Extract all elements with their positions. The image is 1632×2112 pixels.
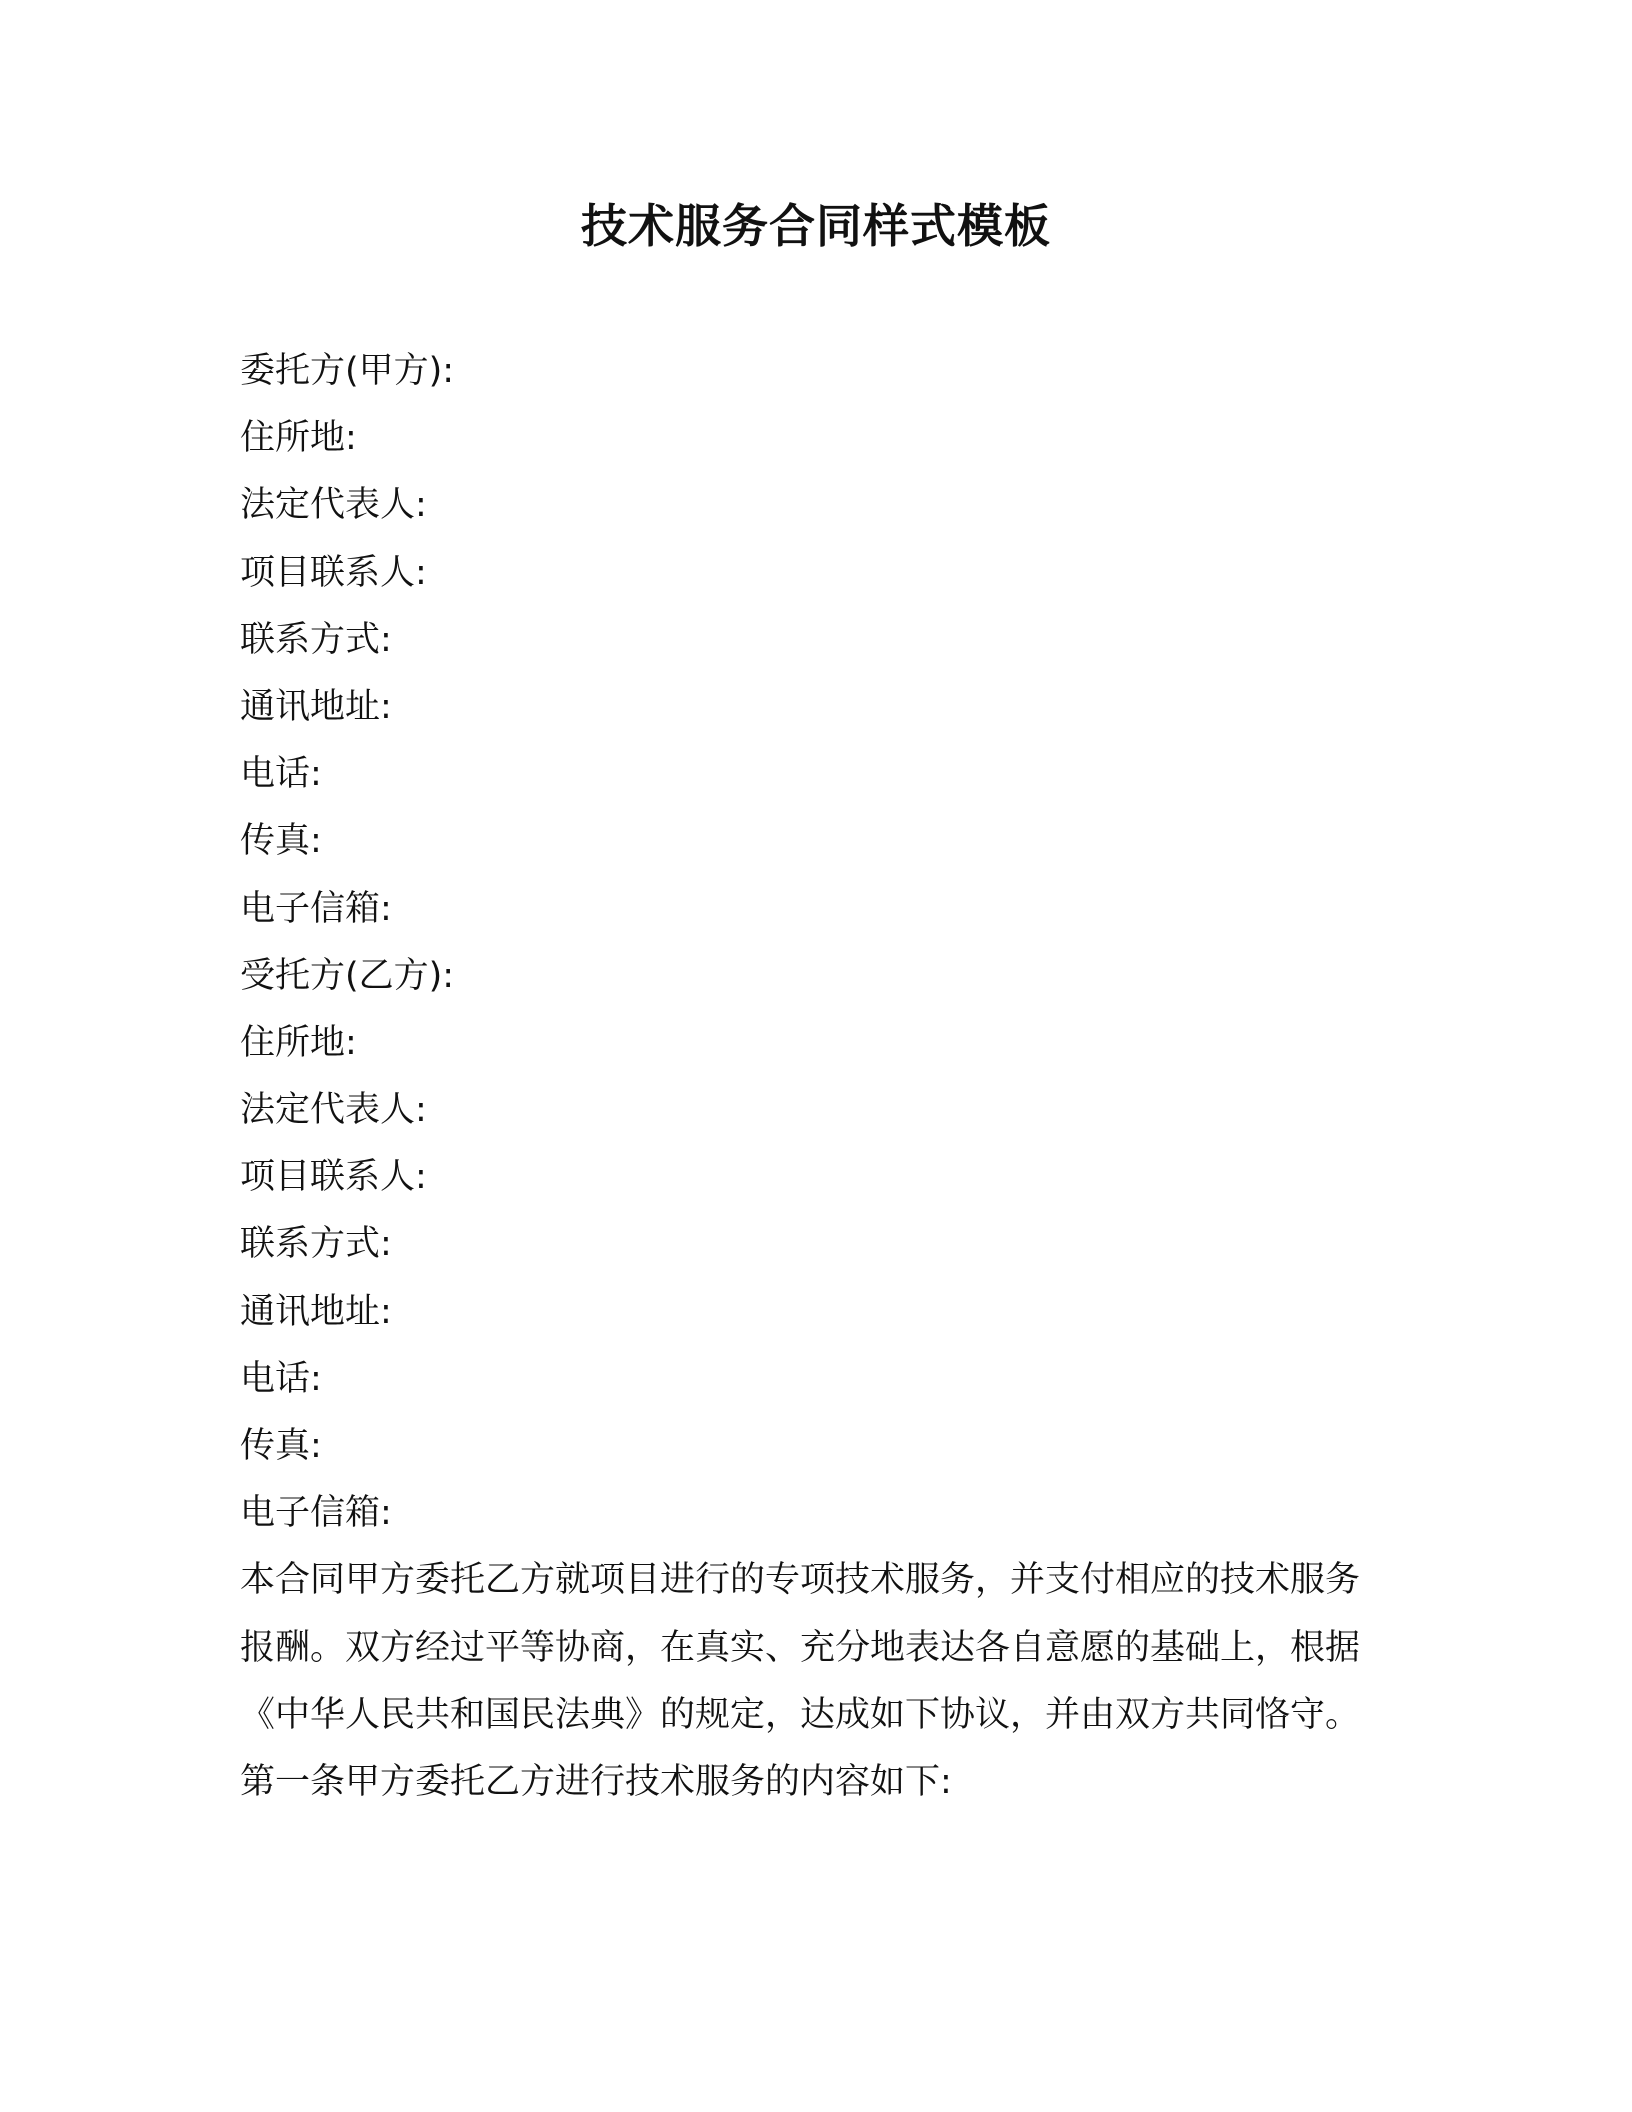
field-party-b-address: 住所地: bbox=[240, 1022, 357, 1063]
field-party-a-mailing-address: 通讯地址: bbox=[240, 686, 392, 727]
field-party-a-address: 住所地: bbox=[240, 418, 357, 459]
field-party-b: 受托方(乙方): bbox=[240, 955, 455, 996]
field-party-a-project-contact: 项目联系人: bbox=[240, 552, 427, 593]
field-party-b-legal-rep: 法定代表人: bbox=[240, 1090, 427, 1131]
field-party-a-phone: 电话: bbox=[240, 754, 322, 795]
field-party-b-project-contact: 项目联系人: bbox=[240, 1157, 427, 1198]
field-party-a: 委托方(甲方): bbox=[240, 351, 455, 391]
field-party-b-phone: 电话: bbox=[240, 1358, 322, 1399]
field-party-b-contact-method: 联系方式: bbox=[240, 1224, 392, 1265]
field-party-a-fax: 传真: bbox=[240, 821, 322, 862]
article-1-heading: 第一条甲方委托乙方进行技术服务的内容如下: bbox=[240, 1761, 952, 1802]
field-party-a-contact-method: 联系方式: bbox=[240, 619, 392, 660]
field-party-b-fax: 传真: bbox=[240, 1426, 322, 1466]
field-party-b-mailing-address: 通讯地址: bbox=[240, 1291, 392, 1332]
party-fields bbox=[240, 338, 1360, 1547]
field-party-b-email: 电子信箱: bbox=[240, 1493, 392, 1534]
document-title: 技术服务合同样式模板 bbox=[581, 199, 1051, 253]
field-party-a-legal-rep: 法定代表人: bbox=[240, 485, 427, 526]
document-body bbox=[240, 338, 1360, 1816]
field-party-a-email: 电子信箱: bbox=[240, 888, 392, 929]
intro-paragraph: 本合同甲方委托乙方就项目进行的专项技术服务，并支付相应的技术服务报酬。双方经过平等协商，在真实、充分地表达各自意愿的基础上，根据《中华人民共和国民法典》的规定，达成如下协议，并由双方共同恪守。 bbox=[240, 1560, 1361, 1735]
